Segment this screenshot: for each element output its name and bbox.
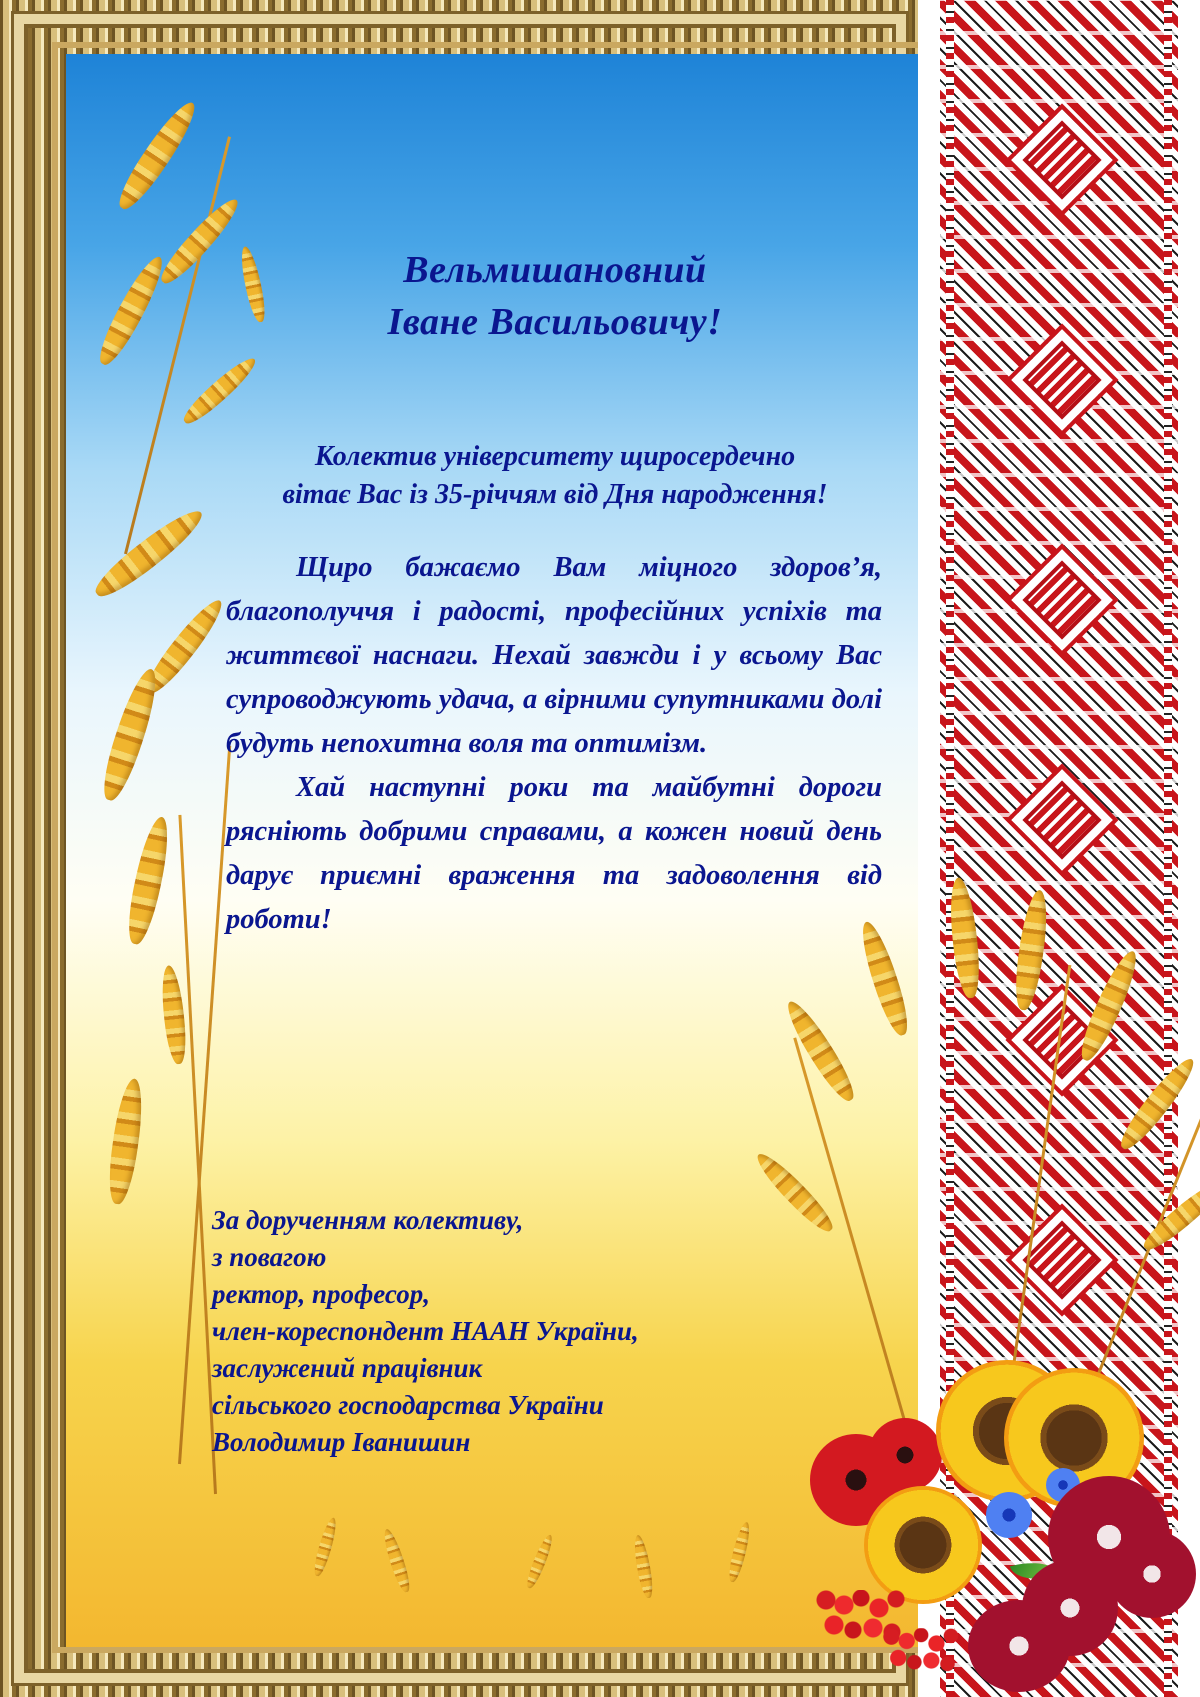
signature-name: Володимир Іванишин	[212, 1427, 471, 1457]
signature-block	[212, 1202, 772, 1461]
signature-line: сільського господарства України	[212, 1390, 604, 1420]
signature-line: ректор, професор,	[212, 1279, 430, 1309]
signature-line: член-кореспондент НААН України,	[212, 1316, 639, 1346]
intro-paragraph	[220, 438, 890, 514]
wishes-body	[226, 546, 882, 942]
intro-line-2: вітає Вас із 35-річчям від Дня народження!	[282, 479, 828, 510]
greeting-line-2: Іване Васильовичу!	[387, 301, 723, 343]
signature-line: з повагою	[212, 1242, 327, 1272]
wishes-paragraph-2: Хай наступні роки та майбутні дороги рясніють добрими справами, а кожен новий день дарує приємні враження та задоволення від роботи!	[226, 772, 882, 935]
signature-line: заслужений працівник	[212, 1353, 483, 1383]
signature-line: За дорученням колективу,	[212, 1205, 524, 1235]
greeting-line-1: Вельмишановний	[403, 249, 707, 291]
greeting-heading	[255, 244, 855, 348]
wishes-paragraph-1: Щиро бажаємо Вам міцного здоров’я, благополуччя і радості, професійних успіхів та життєвої наснаги. Нехай завжди і у всьому Вас супроводжують удача, а вірними супутниками долі будуть непохитна воля та оптимізм.	[226, 552, 882, 759]
intro-line-1: Колектив університету щиросердечно	[314, 441, 796, 472]
